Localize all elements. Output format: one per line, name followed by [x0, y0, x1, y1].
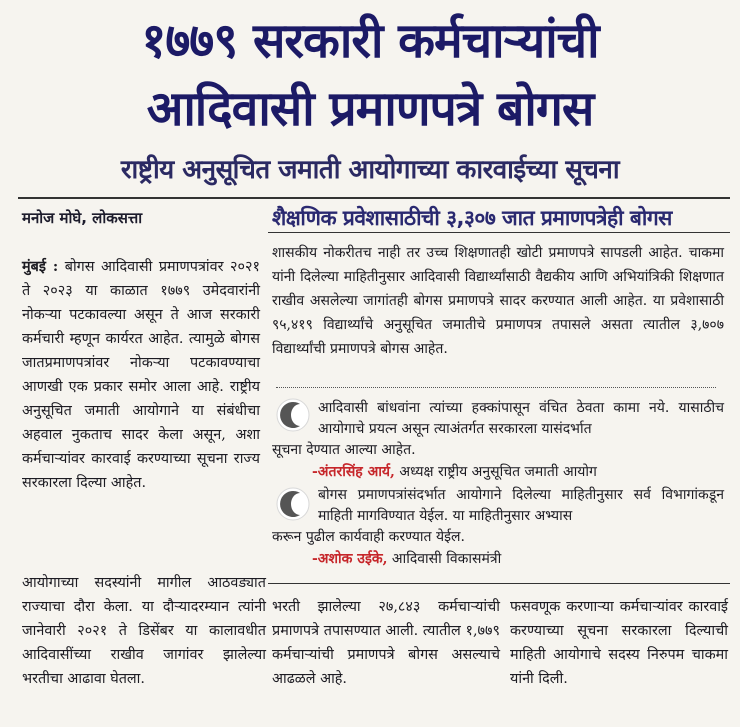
sidebar-box-paragraph: शासकीय नोकरीतच नाही तर उच्च शिक्षणातही खोटी प्रमाणपत्रे सापडली आहेत. चाकमा यांनी दिलेल्या माहितीनुसार आदिवासी विद्यार्थ्यांसाठी वैद्यकीय आणि अभियांत्रिकी शिक्षणात राखीव असलेल्या जागांतही बोगस प्रमाणपत्रे सादर करण्यात आली आहेत. या प्रवेशासाठी ९५,४१९ विद्यार्थ्यांचे अनुसूचित जमातीचे प्रमाणपत्र तपासले असता त्यातील ३,७०७ विद्यार्थ्यांची प्रमाणपत्रे बोगस आहेत. — [272, 245, 724, 357]
header-divider — [18, 197, 730, 199]
quote-1-tail: सूचना देण्यात आल्या आहेत. — [272, 442, 416, 458]
quote-1-text: आदिवासी बांधवांना त्यांच्या हक्कांपासून वंचित ठेवता कामा नये. यासाठीच आयोगाचे प्रयत्न असून त्याअंतर्गत सरकारला यासंदर्भात — [318, 400, 724, 437]
quote-2-text: बोगस प्रमाणपत्रांसंदर्भात आयोगाने दिलेल्या माहितीनुसार सर्व विभागांकडून माहिती मागविण्यात येईल. या माहितीनुसार अभ्यास — [318, 487, 724, 524]
sidebar-box-heading: शैक्षणिक प्रवेशासाठीची ३,३०७ जात प्रमाणपत्रेही बोगस — [272, 206, 672, 230]
dateline: मुंबई : — [22, 258, 59, 275]
byline: मनोज मोघे, लोकसत्ता — [22, 209, 143, 227]
quote-1-speaker-title: अध्यक्ष राष्ट्रीय अनुसूचित जमाती आयोग — [399, 464, 597, 480]
quote-icon — [276, 487, 310, 521]
quote-1-speaker: -अंतरसिंह आर्य, — [312, 464, 395, 480]
article-column-right: फसवणूक करणाऱ्या कर्मचाऱ्यांवर कारवाई करण्याच्या सूचना सरकारला दिल्याची माहिती आयोगाचे सदस्य निरुपम चाकमा यांनी दिली. — [510, 599, 728, 687]
article-lead-column — [22, 255, 260, 495]
quote-2-speaker: -अशोक उईके, — [312, 551, 388, 567]
quote-2-speaker-title: आदिवासी विकासमंत्री — [391, 551, 502, 567]
article-column-middle: भरती झालेल्या २७,८४३ कर्मचाऱ्यांची प्रमाणपत्रे तपासण्यात आली. त्यातील १,७७९ कर्मचाऱ्यांची प्रमाणपत्रे बोगस असल्याचे आढळले आहे. — [272, 599, 500, 687]
quote-icon — [276, 398, 310, 432]
lead-paragraph: बोगस आदिवासी प्रमाणपत्रांवर २०२१ ते २०२३ या काळात १७७९ उमेदवारांनी नोकऱ्या पटकावल्या असून ते आज सरकारी कर्मचारी म्हणून कार्यरत आहेत. त्यामुळे बोगस जातप्रमाणपत्रांवर नोकऱ्या पटकावण्याचा आणखी एक प्रकार समोर आला आहे. राष्ट्रीय अनुसूचित जमाती आयोगाने या संबंधीचा अहवाल नुकताच सादर केला असून, अशा कर्मचाऱ्यांवर कारवाई करण्याच्या सूचना राज्य सरकारला दिल्या आहेत. — [22, 259, 260, 491]
subheadline: राष्ट्रीय अनुसूचित जमाती आयोगाच्या कारवाईच्या सूचना — [120, 155, 620, 185]
quote-1-attribution — [312, 462, 724, 483]
headline-line-2: आदिवासी प्रमाणपत्रे बोगस — [146, 81, 594, 137]
quote-2-attribution — [312, 549, 724, 570]
dotted-divider — [276, 387, 716, 388]
article-column-left: आयोगाच्या सदस्यांनी मागील आठवड्यात राज्याचा दौरा केला. या दौऱ्यादरम्यान त्यांनी जानेवारी २०२१ ते डिसेंबर या कालावधीत आदिवासींच्या राखीव जागांवर झालेल्या भरतीचा आढावा घेतला. — [22, 575, 266, 687]
box-bottom-divider — [268, 583, 730, 584]
headline-line-1: १७७९ सरकारी कर्मचाऱ्यांची — [141, 13, 599, 69]
quote-2-tail: करून पुढील कार्यवाही करण्यात येईल. — [272, 529, 465, 545]
